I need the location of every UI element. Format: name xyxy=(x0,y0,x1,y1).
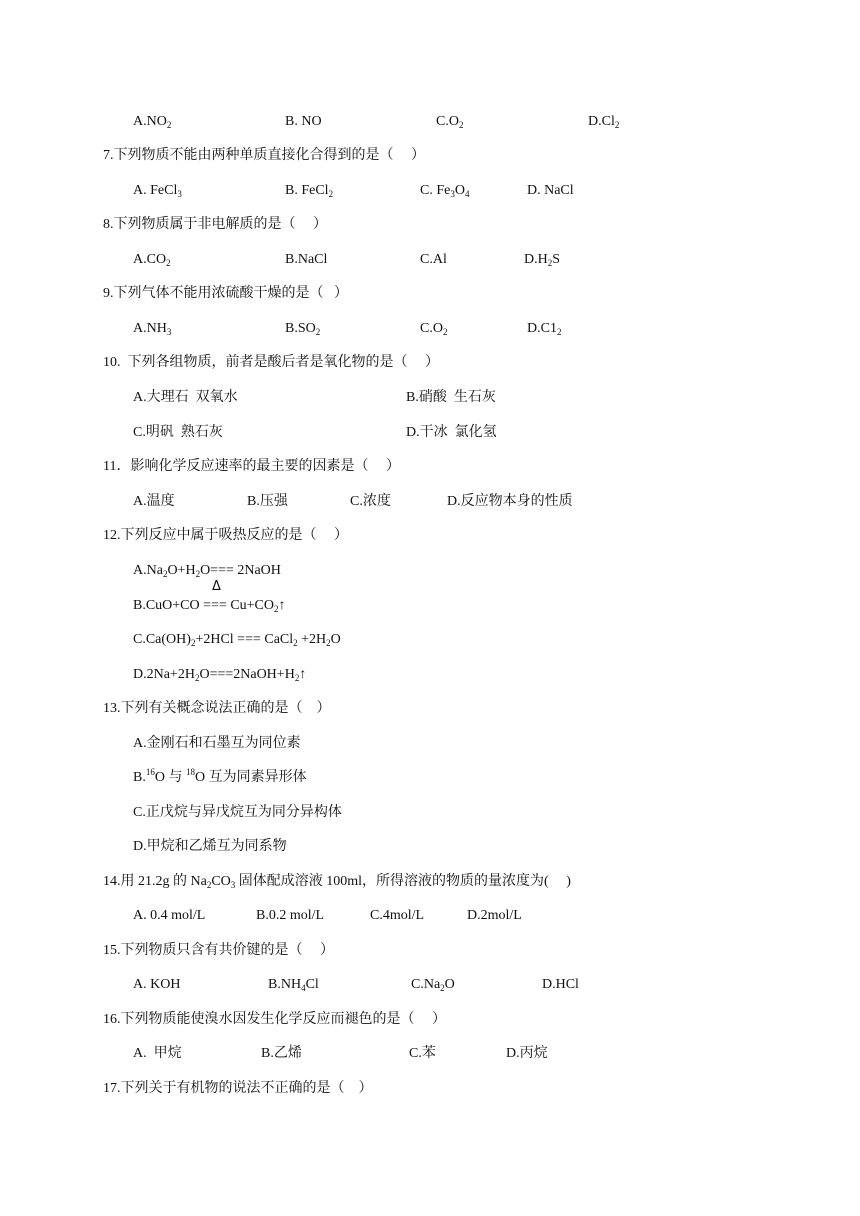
text-line: B.硝酸 生石灰 xyxy=(406,390,496,405)
text-line: A.大理石 双氧水 xyxy=(133,390,238,405)
text-line: $D.Cl_2$ xyxy=(588,114,620,130)
text-line: C. $Fe_3O_4$ xyxy=(420,183,470,199)
heating-condition-symbol: Δ xyxy=(212,579,221,594)
text-line: A. FeCl$_3$ xyxy=(133,183,182,199)
text-line: $A.CO_2$ xyxy=(133,252,171,268)
text-line: $C.O_2$ xyxy=(436,114,464,130)
text-line: $D.H_2S$ xyxy=(524,252,561,268)
text-line: 17.下列关于有机物的说法不正确的是（ ） xyxy=(103,1081,373,1096)
text-line: C.苯 xyxy=(409,1046,436,1061)
text-line: $D.C1_2$ xyxy=(527,321,562,337)
text-line: A. 甲烷 xyxy=(133,1046,182,1061)
text-line: 12.下列反应中属于吸热反应的是（ ） xyxy=(103,528,348,543)
text-line: A.温度 xyxy=(133,494,175,509)
text-line: D.丙烷 xyxy=(506,1046,548,1061)
text-line: B.压强 xyxy=(247,494,288,509)
text-line: 8.下列物质属于非电解质的是（ ） xyxy=(103,217,327,232)
text-line: C.明矾 熟石灰 xyxy=(133,425,223,440)
text-line: $D.2Na+2H_2O===2NaOH+H_2↑$ xyxy=(133,667,307,683)
text-line: B.乙烯 xyxy=(261,1046,302,1061)
text-line: $C.Na_2O$ xyxy=(411,977,455,993)
text-line: $C.Ca(OH)_2+2HCl$ === CaCl$_2$ $+2H_2O$ xyxy=(133,632,341,648)
text-line: 13.下列有关概念说法正确的是（ ） xyxy=(103,701,331,716)
text-line: D.干冰 氯化氢 xyxy=(406,425,497,440)
text-line: C.Al xyxy=(420,252,447,267)
text-line: 9.下列气体不能用浓硫酸干燥的是（ ） xyxy=(103,286,348,301)
text-line: D.HCl xyxy=(542,977,579,992)
text-line: A.金刚石和石墨互为同位素 xyxy=(133,736,301,751)
text-line: 16.下列物质能使溴水因发生化学反应而褪色的是（ ） xyxy=(103,1012,446,1027)
text-line: 11．影响化学反应速率的最主要的因素是（ ） xyxy=(103,459,400,474)
text-line: 7.下列物质不能由两种单质直接化合得到的是（ ） xyxy=(103,148,425,163)
text-line: D.2mol/L xyxy=(467,908,522,923)
text-line: B.CuO+CO === $Cu+CO_2↑$ xyxy=(133,598,286,614)
text-line: B. NO xyxy=(285,114,322,129)
text-line: A. 0.4 mol/L xyxy=(133,908,206,923)
text-line: C.4mol/L xyxy=(370,908,425,923)
text-line: $B.SO_2$ xyxy=(285,321,321,337)
text-line: $C.O_2$ xyxy=(420,321,448,337)
text-line: 15.下列物质只含有共价键的是（ ） xyxy=(103,943,334,958)
text-line: B.$^{16}$O 与 $^{18}$O 互为同素异形体 xyxy=(133,767,307,785)
text-line: B. FeCl$_2$ xyxy=(285,183,334,199)
text-line: 10. 下列各组物质，前者是酸后者是氧化物的是（ ） xyxy=(103,355,439,370)
text-line: A. KOH xyxy=(133,977,181,992)
text-line: $A.NH_3$ xyxy=(133,321,172,337)
text-line: D.甲烷和乙烯互为同系物 xyxy=(133,839,287,854)
text-line: B.0.2 mol/L xyxy=(256,908,325,923)
text-line: C.正戊烷与异戊烷互为同分异构体 xyxy=(133,805,342,820)
text-line: D. NaCl xyxy=(527,183,574,198)
text-line: D.反应物本身的性质 xyxy=(447,494,573,509)
text-line: B.NaCl xyxy=(285,252,328,267)
text-line: C.浓度 xyxy=(350,494,391,509)
text-line: $A.NO_2$ xyxy=(133,114,172,130)
text-line: $A.Na_2O+H_2O===$ 2NaOH xyxy=(133,563,281,579)
text-line: $B.NH_4Cl$ xyxy=(268,977,319,993)
text-line: 14.用 21.2g 的 $Na_2CO_3$ 固体配成溶液 100ml，所得溶液的物质的量浓度为( ) xyxy=(103,874,571,890)
